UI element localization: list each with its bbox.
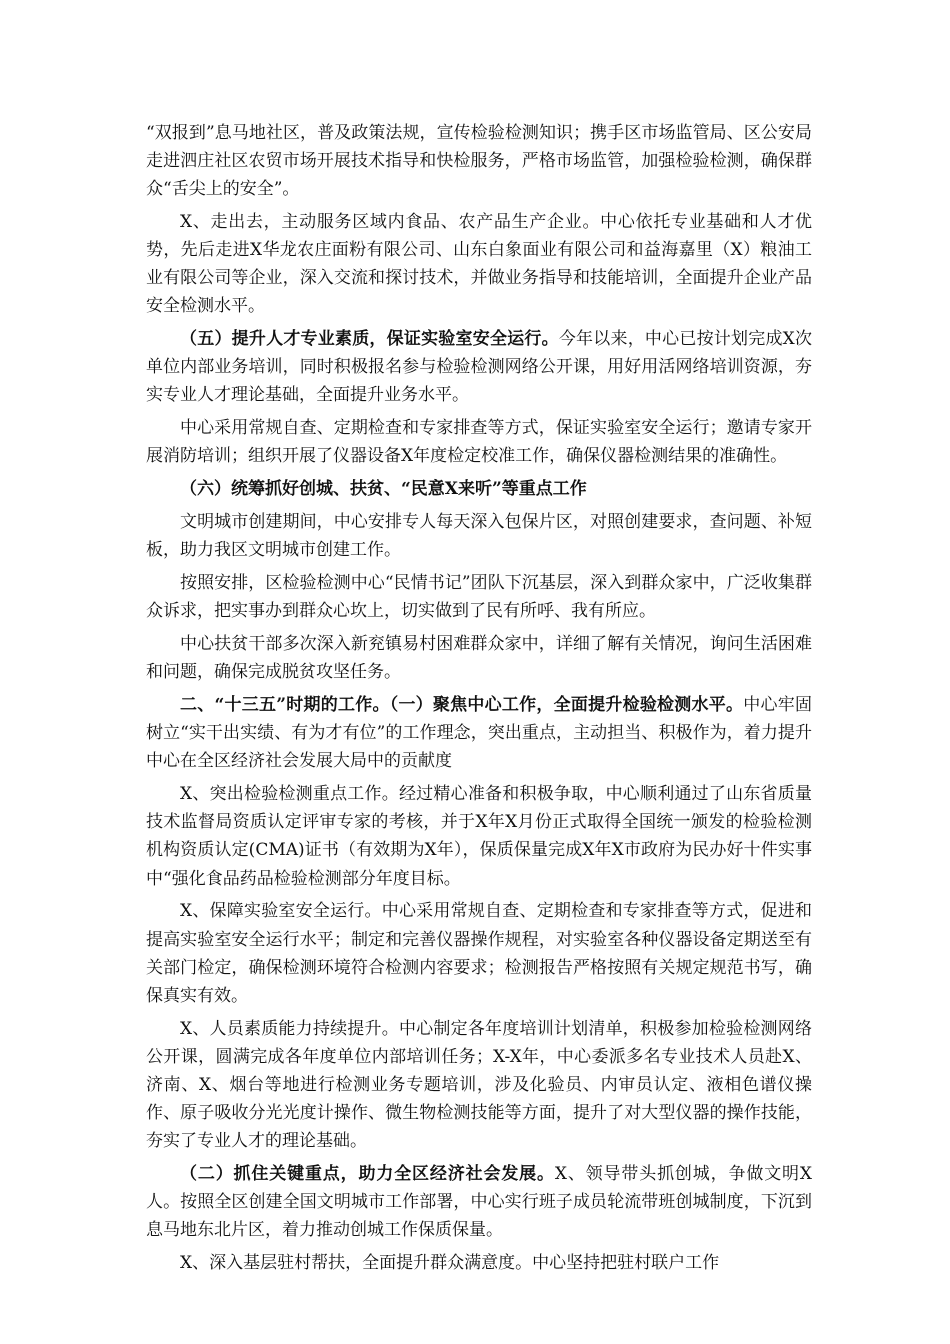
- body-text: X、领导带头抓创城，争做文明X人。按照全区创建全国文明城市工作部署，中心实行班子成员轮流带班创城制度，下沉到息马地东北片区，着力推动创城工作保质保量。: [146, 1163, 812, 1241]
- body-text: X、走出去，主动服务区域内食品、农产品生产企业。中心依托专业基础和人才优势，先后走进X华龙农庄面粉有限公司、山东白象面业有限公司和益海嘉里（X）粮油工业有限公司等企业，深入交流和探讨技术，并做业务指导和技能培训，全面提升企业产品安全检测水平。: [146, 212, 812, 317]
- paragraph: [146, 630, 812, 686]
- body-text: X、人员素质能力持续提升。中心制定各年度培训计划清单，积极参加检验检测网络公开课，圆满完成各年度单位内部培训任务；X-X年，中心委派多名专业技术人员赴X、济南、X、烟台等地进行检测业务专题培训，涉及化验员、内审员认定、液相色谱仪操作、原子吸收分光光度计操作、微生物检测技能等方面，提升了对大型仪器的操作技能，夯实了专业人才的理论基础。: [146, 1018, 812, 1151]
- paragraph: [146, 1160, 812, 1244]
- paragraph: [146, 569, 812, 625]
- paragraph: [146, 780, 812, 892]
- paragraph: [146, 208, 812, 320]
- paragraph: [146, 1249, 812, 1277]
- bold-heading-text: （六）统筹抓好创城、扶贫、“民意X来听”等重点工作: [180, 479, 587, 500]
- body-text: 今年以来，中心已按计划完成X次单位内部业务培训，同时积极报名参与检验检测网络公开课，用好用活网络培训资源，夯实专业人才理论基础，全面提升业务水平。: [146, 329, 812, 406]
- paragraph: [146, 897, 812, 1009]
- body-text: 中心牢固树立“实干出实绩、有为才有位”的工作理念，突出重点，主动担当、积极作为，着力提升中心在全区经济社会发展大局中的贡献度: [146, 695, 813, 772]
- bold-heading-text: （二）抓住关键重点，助力全区经济社会发展。: [180, 1163, 555, 1184]
- paragraph: [146, 475, 812, 503]
- body-text: 中心扶贫干部多次深入新兖镇易村困难群众家中，详细了解有关情况，询问生活困难和问题，确保完成脱贫攻坚任务。: [146, 634, 812, 683]
- paragraph: [146, 508, 812, 564]
- body-text: “双报到”息马地社区，普及政策法规，宣传检验检测知识；携手区市场监管局、区公安局走进泗庄社区农贸市场开展技术指导和快检服务，严格市场监管，加强检验检测，确保群众“舌尖上的安全”。: [146, 123, 812, 200]
- paragraph: [146, 1015, 812, 1155]
- body-text: X、保障实验室安全运行。中心采用常规自查、定期检查和专家排查等方式，促进和提高实验室安全运行水平；制定和完善仪器操作规程，对实验室各种仪器设备定期送至有关部门检定，确保检测环境符合检测内容要求；检测报告严格按照有关规定规范书写，确保真实有效。: [146, 901, 812, 1006]
- body-text: X、突出检验检测重点工作。经过精心准备和积极争取，中心顺利通过了山东省质量技术监督局资质认定评审专家的考核，并于X年X月份正式取得全国统一颁发的检验检测机构资质认定(CMA)证书（有效期为X年），保质保量完成X年X市政府为民办好十件实事中“强化食品药品检验检测部分年度目标。: [146, 784, 812, 889]
- body-text: X、深入基层驻村帮扶，全面提升群众满意度。中心坚持把驻村联户工作: [180, 1252, 720, 1273]
- body-text: 文明城市创建期间，中心安排专人每天深入包保片区，对照创建要求，查问题、补短板，助力我区文明城市创建工作。: [146, 512, 812, 561]
- paragraph: [146, 119, 812, 203]
- paragraph: [146, 414, 812, 470]
- document-page: [146, 119, 812, 1282]
- paragraph: [146, 325, 812, 409]
- bold-heading-text: 二、“十三五”时期的工作。（一）聚焦中心工作，全面提升检验检测水平。: [180, 695, 744, 716]
- paragraph: [146, 691, 812, 775]
- bold-heading-text: （五）提升人才专业素质，保证实验室安全运行。: [180, 329, 559, 350]
- body-text: 按照安排，区检验检测中心“民情书记”团队下沉基层，深入到群众家中，广泛收集群众诉求，把实事办到群众心坎上，切实做到了民有所呼、我有所应。: [146, 573, 812, 622]
- body-text: 中心采用常规自查、定期检查和专家排查等方式，保证实验室安全运行；邀请专家开展消防培训；组织开展了仪器设备X年度检定校准工作，确保仪器检测结果的准确性。: [146, 418, 812, 467]
